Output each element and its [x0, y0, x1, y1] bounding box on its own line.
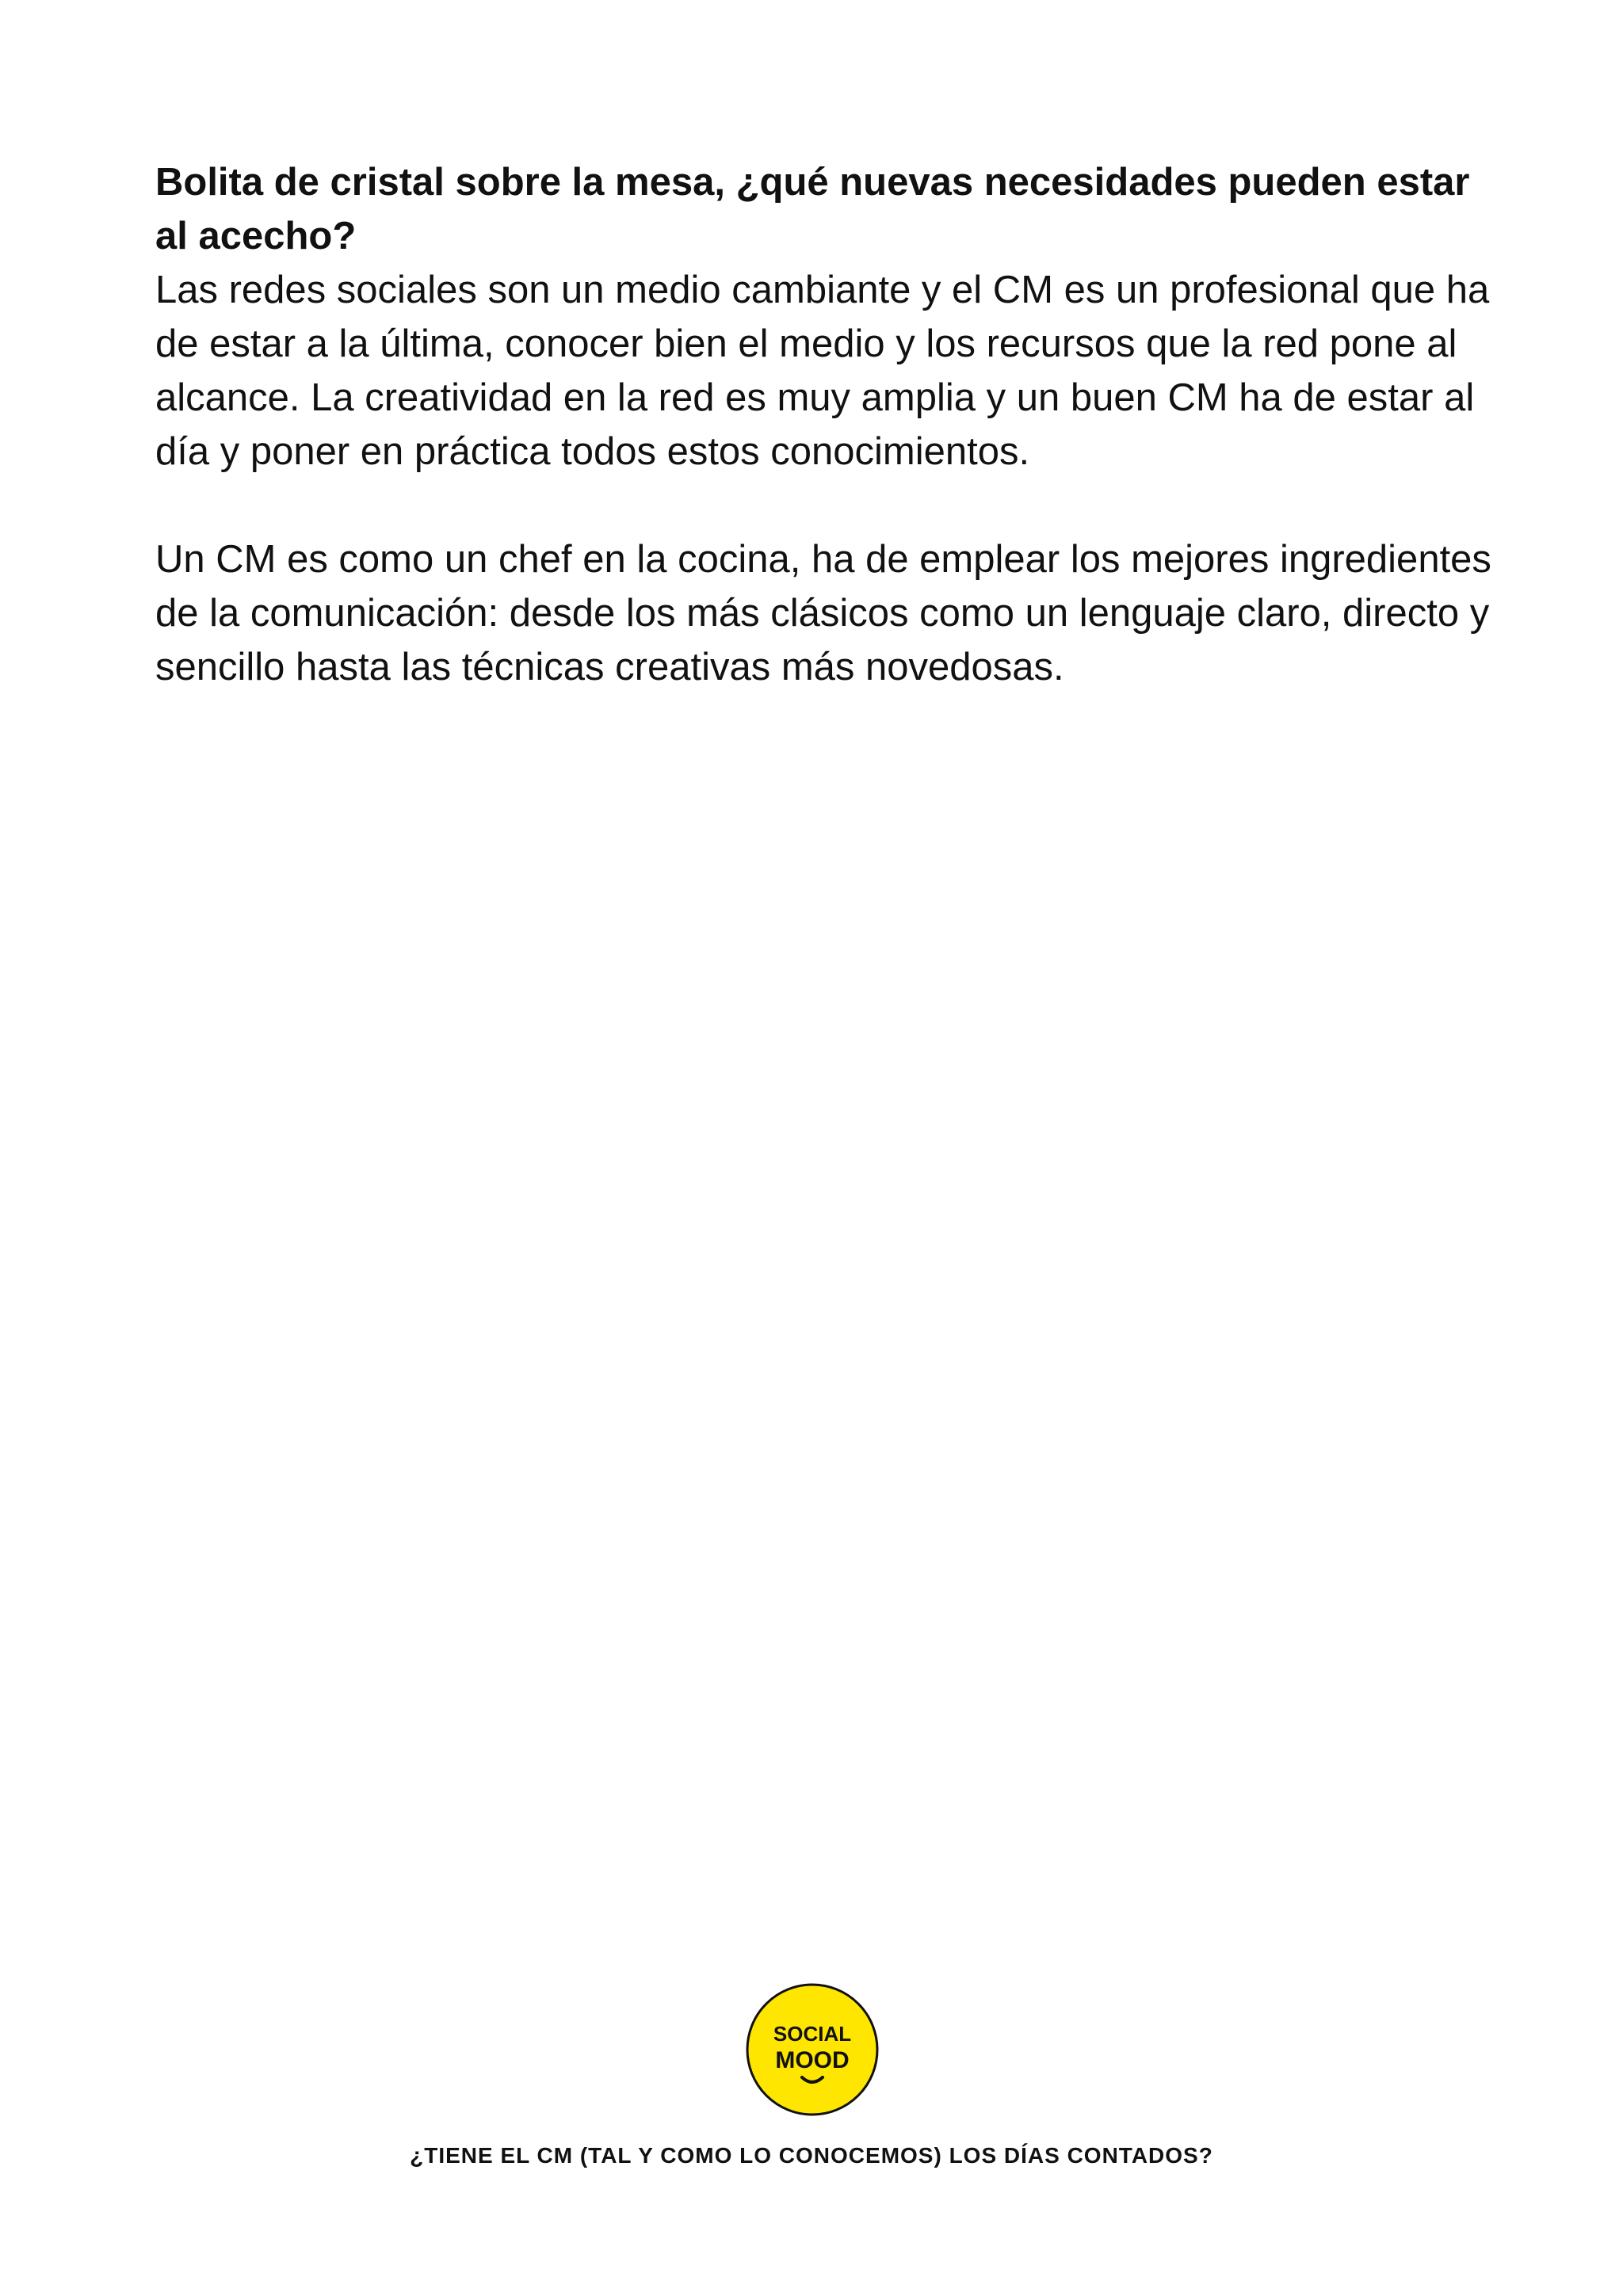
footer-title: ¿TIENE EL CM (TAL Y COMO LO CONOCEMOS) LOS DÍAS CONTADOS?	[410, 2143, 1213, 2168]
section-question: Bolita de cristal sobre la mesa, ¿qué nuevas necesidades pueden estar al acecho?	[155, 161, 1470, 257]
logo-text-mood: MOOD	[775, 2047, 850, 2073]
article-body	[155, 155, 1503, 694]
social-mood-logo	[745, 1982, 880, 2117]
logo-text-social: SOCIAL	[773, 2022, 852, 2046]
paragraph-2: Un CM es como un chef en la cocina, ha de emplear los mejores ingredientes de la comunicación: desde los más clásicos como un lenguaje claro, directo y sencillo hasta las técnicas creativas más novedosas.	[155, 538, 1491, 688]
paragraph-1: Las redes sociales son un medio cambiante y el CM es un profesional que ha de estar a la última, conocer bien el medio y los recursos que la red pone al alcance. La creatividad en la red es muy amplia y un buen CM ha de estar al día y poner en práctica todos estos conocimientos.	[155, 269, 1490, 473]
